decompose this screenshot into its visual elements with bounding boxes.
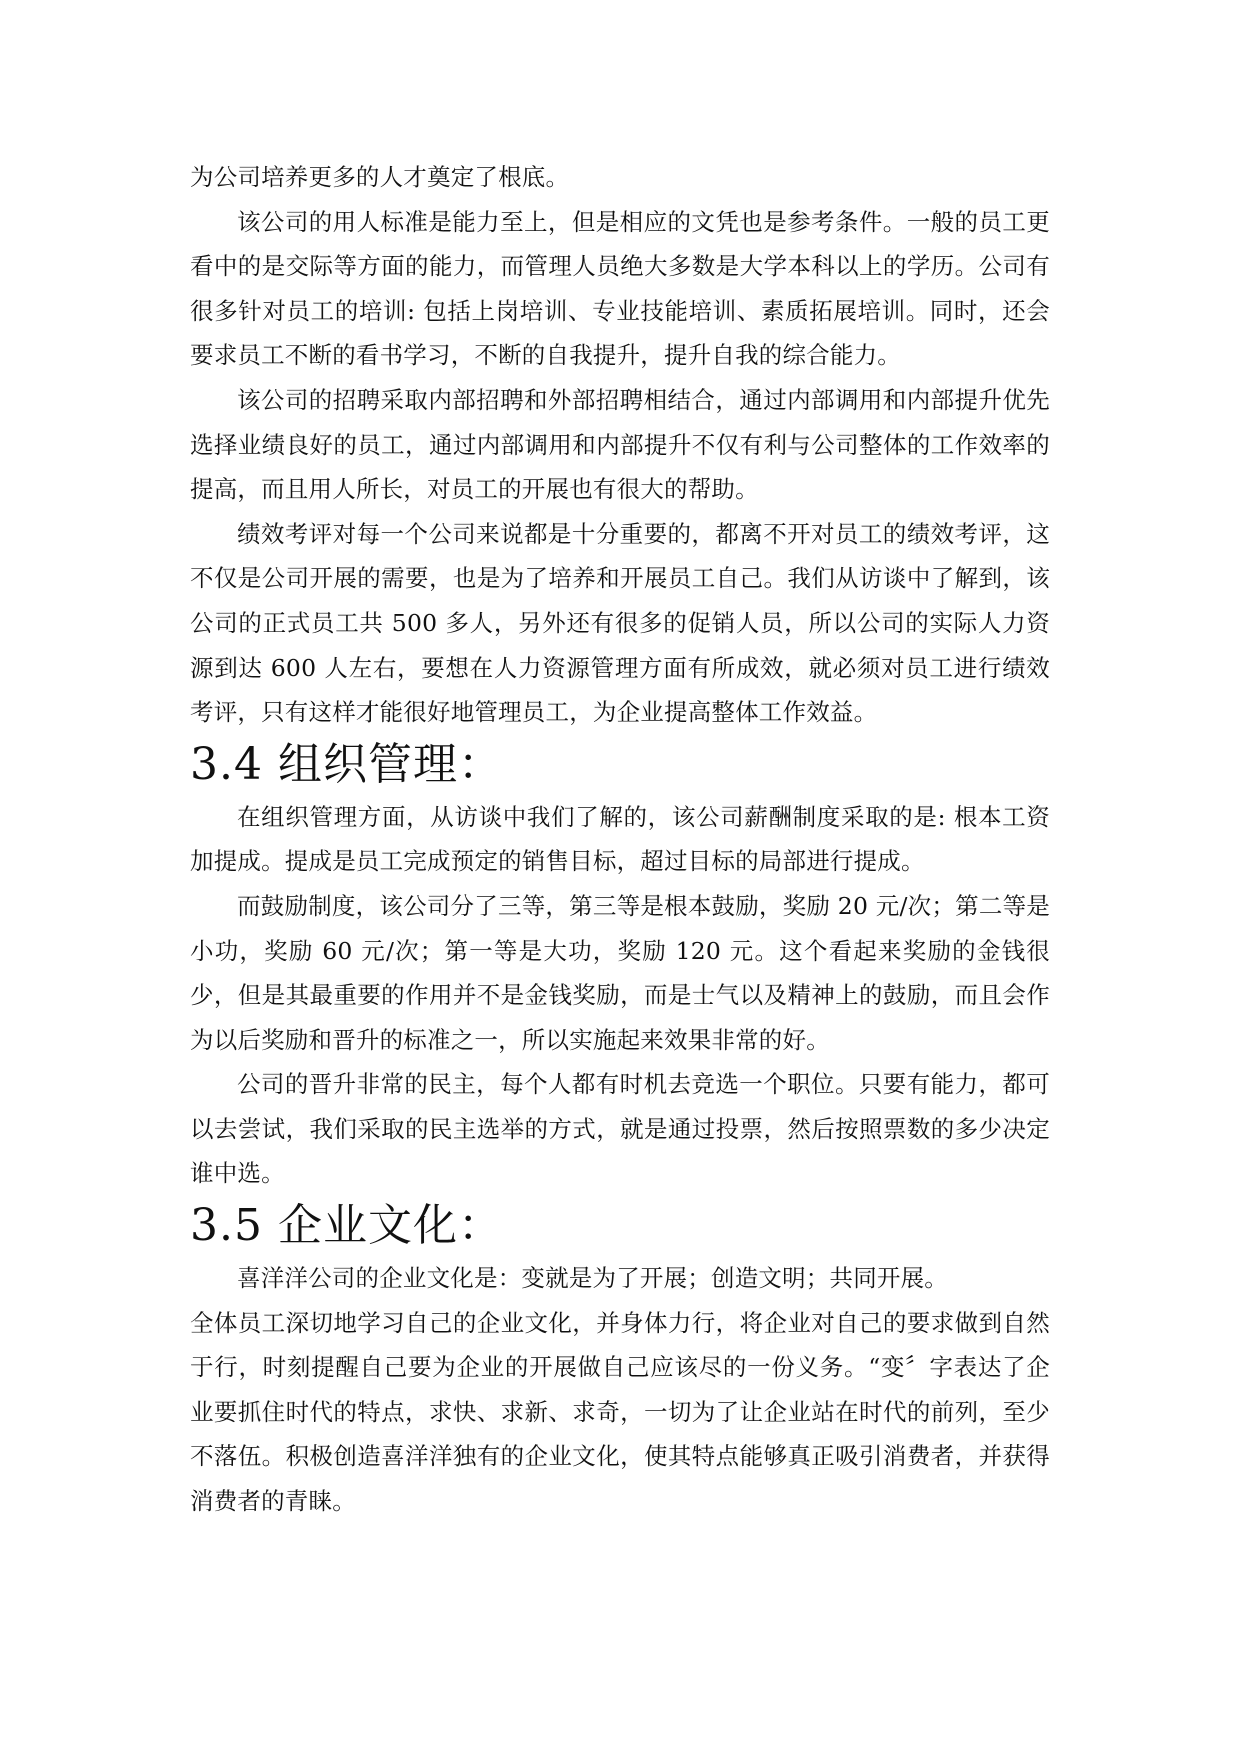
section-heading-3-4 <box>190 735 1050 795</box>
section-number: 3.5 <box>190 1200 263 1252</box>
paragraph-compensation: 在组织管理方面，从访谈中我们了解的，该公司薪酬制度采取的是: 根本工资加提成。提成是员工完成预定的销售目标，超过目标的局部进行提成。 <box>190 802 1050 876</box>
paragraph-promotion: 公司的晋升非常的民主，每个人都有时机去竞选一个职位。只要有能力，都可以去尝试，我们采取的民主选举的方式，就是通过投票，然后按照票数的多少决定谁中选。 <box>190 1070 1050 1188</box>
document-body <box>190 155 1050 1524</box>
section-title: 企业文化： <box>277 1200 503 1252</box>
paragraph-culture-practice: 全体员工深切地学习自己的企业文化，并身体力行，将企业对自己的要求做到自然于行，时刻提醒自己要为企业的开展做自己应该尽的一份义务。“变〞字表达了企业要抓住时代的特点，求快、求新、求奇，一切为了让企业站在时代的前列，至少不落伍。积极创造喜洋洋独有的企业文化，使其特点能够真正吸引消费者，并获得消费者的青睐。 <box>190 1308 1050 1516</box>
section-number: 3.4 <box>190 738 263 790</box>
paragraph-recruitment: 该公司的招聘采取内部招聘和外部招聘相结合，通过内部调用和内部提升优先选择业绩良好的员工，通过内部调用和内部提升不仅有利与公司整体的工作效率的提高，而且用人所长，对员工的开展也有很大的帮助。 <box>190 385 1050 504</box>
paragraph-culture-motto: 喜洋洋公司的企业文化是：变就是为了开展；创造文明；共同开展。 <box>237 1264 948 1293</box>
paragraph-hiring-standard: 该公司的用人标准是能力至上，但是相应的文凭也是参考条件。一般的员工更看中的是交际等方面的能力，而管理人员绝大多数是大学本科以上的学历。公司有很多针对员工的培训: 包括上岗培训、专业技能培训、素质拓展培训。同时，还会要求员工不断的看书学习，不断的自我提升，提升自我的综合能力。 <box>190 207 1050 370</box>
paragraph-continuation: 为公司培养更多的人才奠定了根底。 <box>190 163 570 191</box>
section-heading-3-5 <box>190 1196 1050 1256</box>
paragraph-incentives: 而鼓励制度，该公司分了三等，第三等是根本鼓励，奖励 20 元/次；第二等是小功，奖励 60 元/次；第一等是大功，奖励 120 元。这个看起来奖励的金钱很少，但是其最重要的作用并不是金钱奖励，而是士气以及精神上的鼓励，而且会作为以后奖励和晋升的标准之一，所以实施起来效果非常的好。 <box>190 891 1050 1054</box>
section-title: 组织管理： <box>277 738 503 790</box>
paragraph-performance-review: 绩效考评对每一个公司来说都是十分重要的，都离不开对员工的绩效考评，这不仅是公司开展的需要，也是为了培养和开展员工自己。我们从访谈中了解到，该公司的正式员工共 500 多人，另外还有很多的促销人员，所以公司的实际人力资源到达 600 人左右，要想在人力资源管理方面有所成效，就必须对员工进行绩效考评，只有这样才能很好地管理员工，为企业提高整体工作效益。 <box>190 519 1050 727</box>
